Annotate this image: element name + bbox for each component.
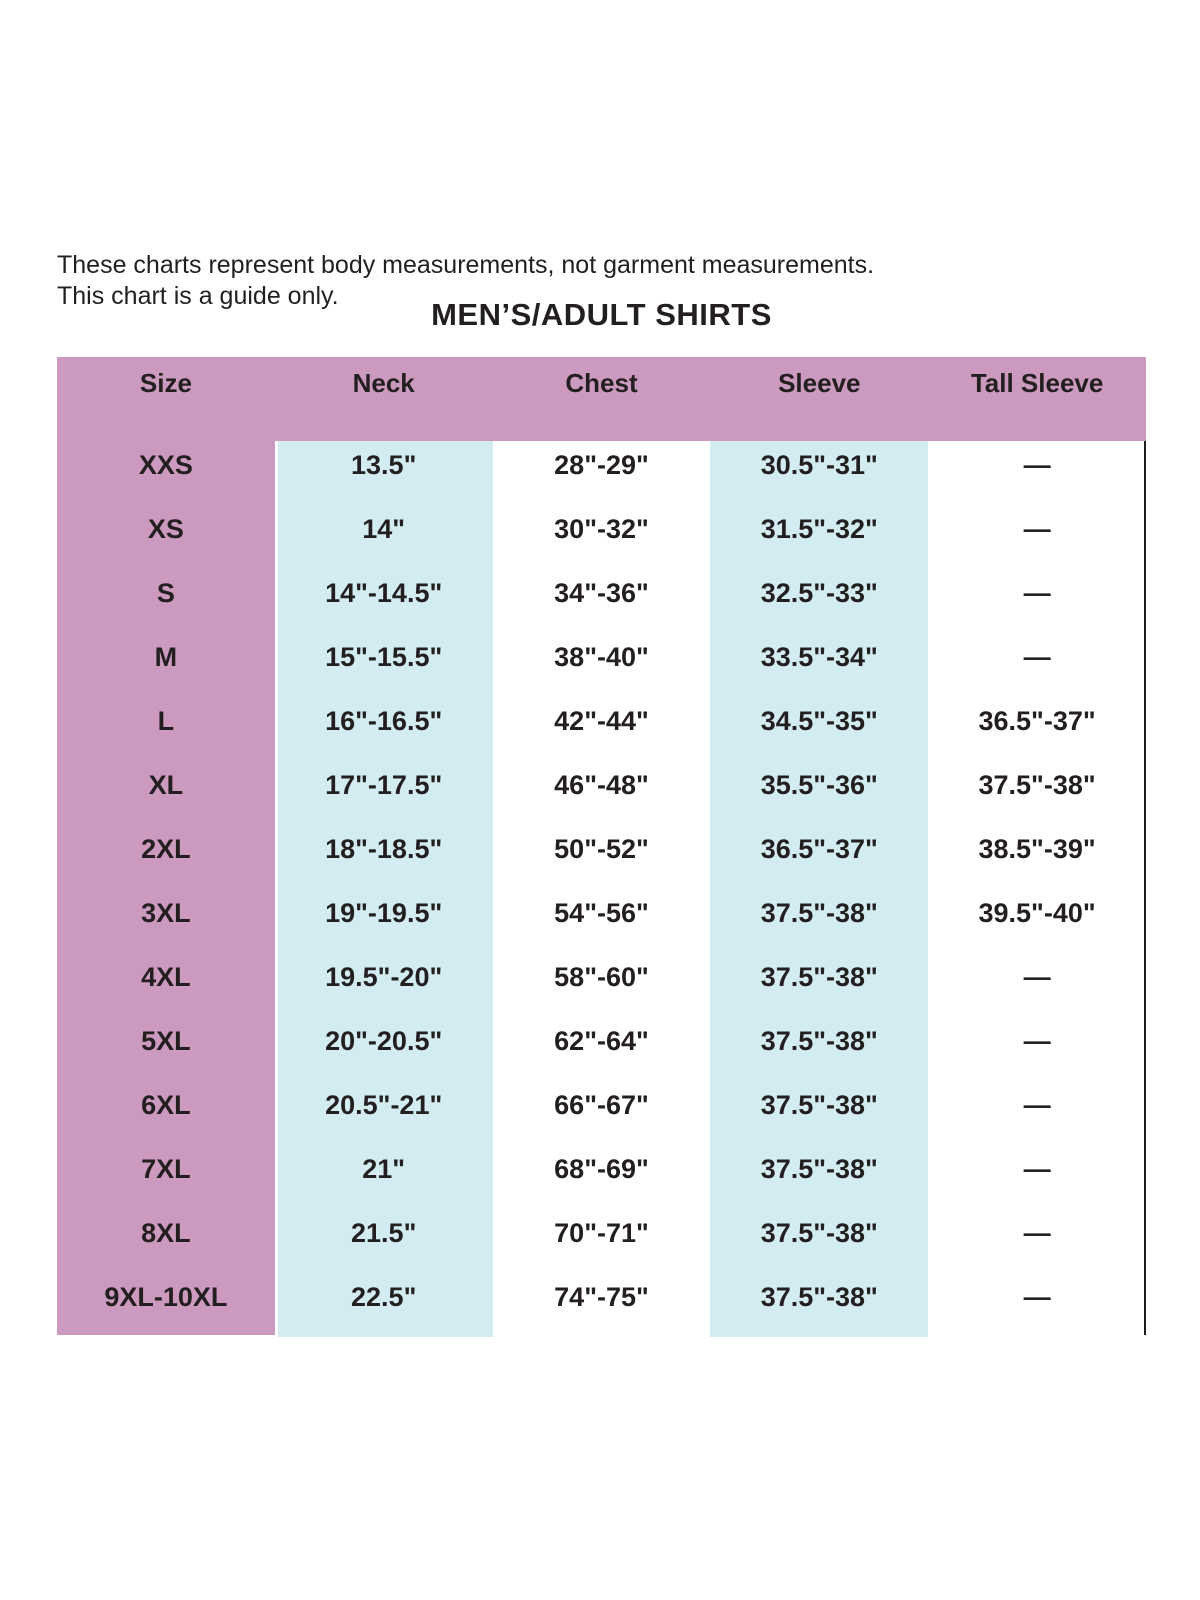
tall-sleeve-value-cell: — — [1023, 577, 1051, 608]
sleeve-value-cell: 34.5"-35" — [760, 705, 878, 736]
neck-value-cell: 15"-15.5" — [325, 641, 443, 672]
table-row — [57, 1273, 1146, 1337]
size-label-cell: M — [154, 641, 178, 672]
size-label-cell: XXS — [138, 449, 193, 480]
table-rows — [57, 441, 1146, 1337]
size-label-cell: XL — [148, 769, 184, 800]
neck-value-cell: 21" — [362, 1153, 406, 1184]
size-label-cell: 5XL — [141, 1025, 191, 1056]
neck-value-cell: 13.5" — [351, 449, 417, 480]
tall-sleeve-value-cell: 36.5"-37" — [978, 705, 1096, 736]
chest-value-cell: 66"-67" — [554, 1089, 649, 1120]
table-row — [57, 1209, 1146, 1273]
disclaimer-line-1: These charts represent body measurements, not garment measurements. — [57, 251, 875, 279]
neck-value-cell: 14"-14.5" — [325, 577, 443, 608]
tall-sleeve-value-cell: — — [1023, 1153, 1051, 1184]
size-chart-table — [57, 357, 1146, 1337]
chest-value-cell: 62"-64" — [554, 1025, 649, 1056]
table-row — [57, 825, 1146, 889]
neck-value-cell: 17"-17.5" — [325, 769, 443, 800]
sleeve-value-cell: 37.5"-38" — [760, 1153, 878, 1184]
table-row — [57, 633, 1146, 697]
table-header-row — [57, 357, 1146, 441]
sleeve-value-cell: 33.5"-34" — [760, 641, 878, 672]
tall-sleeve-value-cell: — — [1023, 449, 1051, 480]
table-body — [57, 441, 1146, 1337]
size-label-cell: XS — [147, 513, 184, 544]
chest-value-cell: 38"-40" — [554, 641, 649, 672]
chest-value-cell: 50"-52" — [554, 833, 649, 864]
sleeve-value-cell: 32.5"-33" — [760, 577, 878, 608]
chest-value-cell: 74"-75" — [554, 1281, 649, 1312]
column-header-size: Size — [139, 367, 192, 398]
column-header-neck: Neck — [352, 367, 415, 398]
chart-title: MEN’S/ADULT SHIRTS — [431, 297, 772, 332]
table-row — [57, 1017, 1146, 1081]
size-label-cell: S — [156, 577, 175, 608]
chest-value-cell: 70"-71" — [554, 1217, 649, 1248]
sleeve-value-cell: 37.5"-38" — [760, 1089, 878, 1120]
column-header-tall-sleeve: Tall Sleeve — [970, 367, 1104, 398]
size-label-cell: 3XL — [141, 897, 191, 928]
size-label-cell: 4XL — [141, 961, 191, 992]
tall-sleeve-value-cell: — — [1023, 961, 1051, 992]
chest-value-cell: 42"-44" — [554, 705, 649, 736]
neck-value-cell: 22.5" — [351, 1281, 417, 1312]
chest-value-cell: 58"-60" — [554, 961, 649, 992]
sleeve-value-cell: 36.5"-37" — [760, 833, 878, 864]
neck-value-cell: 20"-20.5" — [325, 1025, 443, 1056]
column-header-chest: Chest — [565, 367, 638, 398]
table-row — [57, 1081, 1146, 1145]
size-label-cell: 7XL — [141, 1153, 191, 1184]
tall-sleeve-value-cell: 38.5"-39" — [978, 833, 1096, 864]
size-label-cell: 6XL — [141, 1089, 191, 1120]
sleeve-value-cell: 37.5"-38" — [760, 1281, 878, 1312]
sleeve-value-cell: 30.5"-31" — [760, 449, 878, 480]
tall-sleeve-value-cell: 39.5"-40" — [978, 897, 1096, 928]
table-row — [57, 761, 1146, 825]
table-row — [57, 1145, 1146, 1209]
chest-value-cell: 46"-48" — [554, 769, 649, 800]
table-row — [57, 953, 1146, 1017]
sleeve-value-cell: 37.5"-38" — [760, 961, 878, 992]
size-label-cell: 2XL — [141, 833, 191, 864]
tall-sleeve-value-cell: — — [1023, 1281, 1051, 1312]
column-header-sleeve: Sleeve — [778, 367, 861, 398]
disclaimer-line-2: This chart is a guide only. — [57, 282, 339, 310]
table-row — [57, 505, 1146, 569]
tall-sleeve-value-cell: — — [1023, 641, 1051, 672]
table-row — [57, 569, 1146, 633]
tall-sleeve-value-cell: — — [1023, 1217, 1051, 1248]
table-row — [57, 697, 1146, 761]
sleeve-value-cell: 35.5"-36" — [760, 769, 878, 800]
size-label-cell: 8XL — [141, 1217, 191, 1248]
tall-sleeve-value-cell: — — [1023, 513, 1051, 544]
chest-value-cell: 28"-29" — [554, 449, 649, 480]
neck-value-cell: 16"-16.5" — [325, 705, 443, 736]
chest-value-cell: 30"-32" — [554, 513, 649, 544]
sleeve-value-cell: 37.5"-38" — [760, 1025, 878, 1056]
sleeve-value-cell: 31.5"-32" — [760, 513, 878, 544]
table-row — [57, 889, 1146, 953]
table-row — [57, 441, 1146, 505]
neck-value-cell: 18"-18.5" — [325, 833, 443, 864]
tall-sleeve-value-cell: — — [1023, 1025, 1051, 1056]
chest-value-cell: 34"-36" — [554, 577, 649, 608]
chest-value-cell: 68"-69" — [554, 1153, 649, 1184]
neck-value-cell: 14" — [362, 513, 406, 544]
sleeve-value-cell: 37.5"-38" — [760, 1217, 878, 1248]
size-label-cell: 9XL-10XL — [104, 1281, 228, 1312]
neck-value-cell: 19"-19.5" — [325, 897, 443, 928]
tall-sleeve-value-cell: — — [1023, 1089, 1051, 1120]
tall-sleeve-value-cell: 37.5"-38" — [978, 769, 1096, 800]
neck-value-cell: 20.5"-21" — [325, 1089, 443, 1120]
sleeve-value-cell: 37.5"-38" — [760, 897, 878, 928]
chest-value-cell: 54"-56" — [554, 897, 649, 928]
neck-value-cell: 19.5"-20" — [325, 961, 443, 992]
neck-value-cell: 21.5" — [351, 1217, 417, 1248]
size-label-cell: L — [157, 705, 175, 736]
